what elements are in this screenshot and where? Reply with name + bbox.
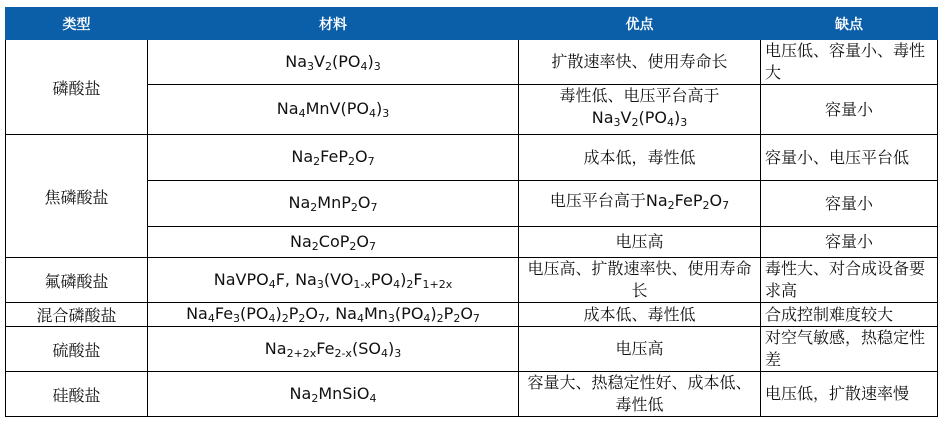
disadvantage-cell: 容量小、电压平台低 bbox=[761, 135, 938, 181]
header-disadvantages: 缺点 bbox=[761, 8, 938, 40]
material-cell: $Na_2FeP_2O_7$ bbox=[148, 135, 519, 181]
disadvantage-cell: 对空气敏感，热稳定性差 bbox=[761, 327, 938, 372]
material-cell: $Na_4Fe_3(PO_4)_2P_2O_7$, $Na_4Mn_3(PO_4)_2P_2O_7$ bbox=[148, 303, 519, 327]
table-row bbox=[6, 40, 938, 85]
table-row bbox=[6, 258, 938, 303]
disadvantage-cell: 合成控制难度较大 bbox=[761, 303, 938, 327]
advantage-cell: 电压高 bbox=[519, 327, 761, 372]
header-advantages: 优点 bbox=[519, 8, 761, 40]
table-row bbox=[6, 327, 938, 372]
header-type: 类型 bbox=[6, 8, 148, 40]
type-cell: 硫酸盐 bbox=[6, 327, 148, 372]
table-row bbox=[6, 303, 938, 327]
type-cell: 混合磷酸盐 bbox=[6, 303, 148, 327]
header-row bbox=[6, 8, 938, 40]
advantage-cell: 电压平台高于$Na_2FeP_2O_7$ bbox=[519, 181, 761, 227]
material-cell: NaVPO$_4$F, $Na_3(VO_{1-x}PO_4)_2F_{1+2x}$ bbox=[148, 258, 519, 303]
table-row bbox=[6, 372, 938, 417]
disadvantage-cell: 容量小 bbox=[761, 85, 938, 135]
header-material: 材料 bbox=[148, 8, 519, 40]
disadvantage-cell: 容量小 bbox=[761, 227, 938, 258]
material-cell: $Na_3V_2(PO_4)_3$ bbox=[148, 40, 519, 85]
disadvantage-cell: 容量小 bbox=[761, 181, 938, 227]
advantage-cell: 成本低，毒性低 bbox=[519, 135, 761, 181]
advantage-cell: 毒性低、电压平台高于 $Na_3V_2(PO_4)_3$ bbox=[519, 85, 761, 135]
material-cell: $Na_2MnSiO_4$ bbox=[148, 372, 519, 417]
advantage-cell: 电压高 bbox=[519, 227, 761, 258]
material-cell: $Na_2MnP_2O_7$ bbox=[148, 181, 519, 227]
type-cell: 氟磷酸盐 bbox=[6, 258, 148, 303]
material-cell: $Na_4MnV(PO_4)_3$ bbox=[148, 85, 519, 135]
disadvantage-cell: 毒性大、对合成设备要求高 bbox=[761, 258, 938, 303]
advantage-cell: 扩散速率快、使用寿命长 bbox=[519, 40, 761, 85]
disadvantage-cell: 电压低，扩散速率慢 bbox=[761, 372, 938, 417]
material-cell: $Na_{2+2x}Fe_{2-x}(SO_4)_3$ bbox=[148, 327, 519, 372]
material-cell: $Na_2CoP_2O_7$ bbox=[148, 227, 519, 258]
advantage-cell: 电压高、扩散速率快、使用寿命长 bbox=[519, 258, 761, 303]
type-cell: 焦磷酸盐 bbox=[6, 135, 148, 258]
comparison-table bbox=[5, 7, 938, 417]
type-cell: 硅酸盐 bbox=[6, 372, 148, 417]
type-cell: 磷酸盐 bbox=[6, 40, 148, 135]
table-row bbox=[6, 135, 938, 181]
advantage-cell: 容量大、热稳定性好、成本低、毒性低 bbox=[519, 372, 761, 417]
advantage-cell: 成本低、毒性低 bbox=[519, 303, 761, 327]
disadvantage-cell: 电压低、容量小、毒性大 bbox=[761, 40, 938, 85]
